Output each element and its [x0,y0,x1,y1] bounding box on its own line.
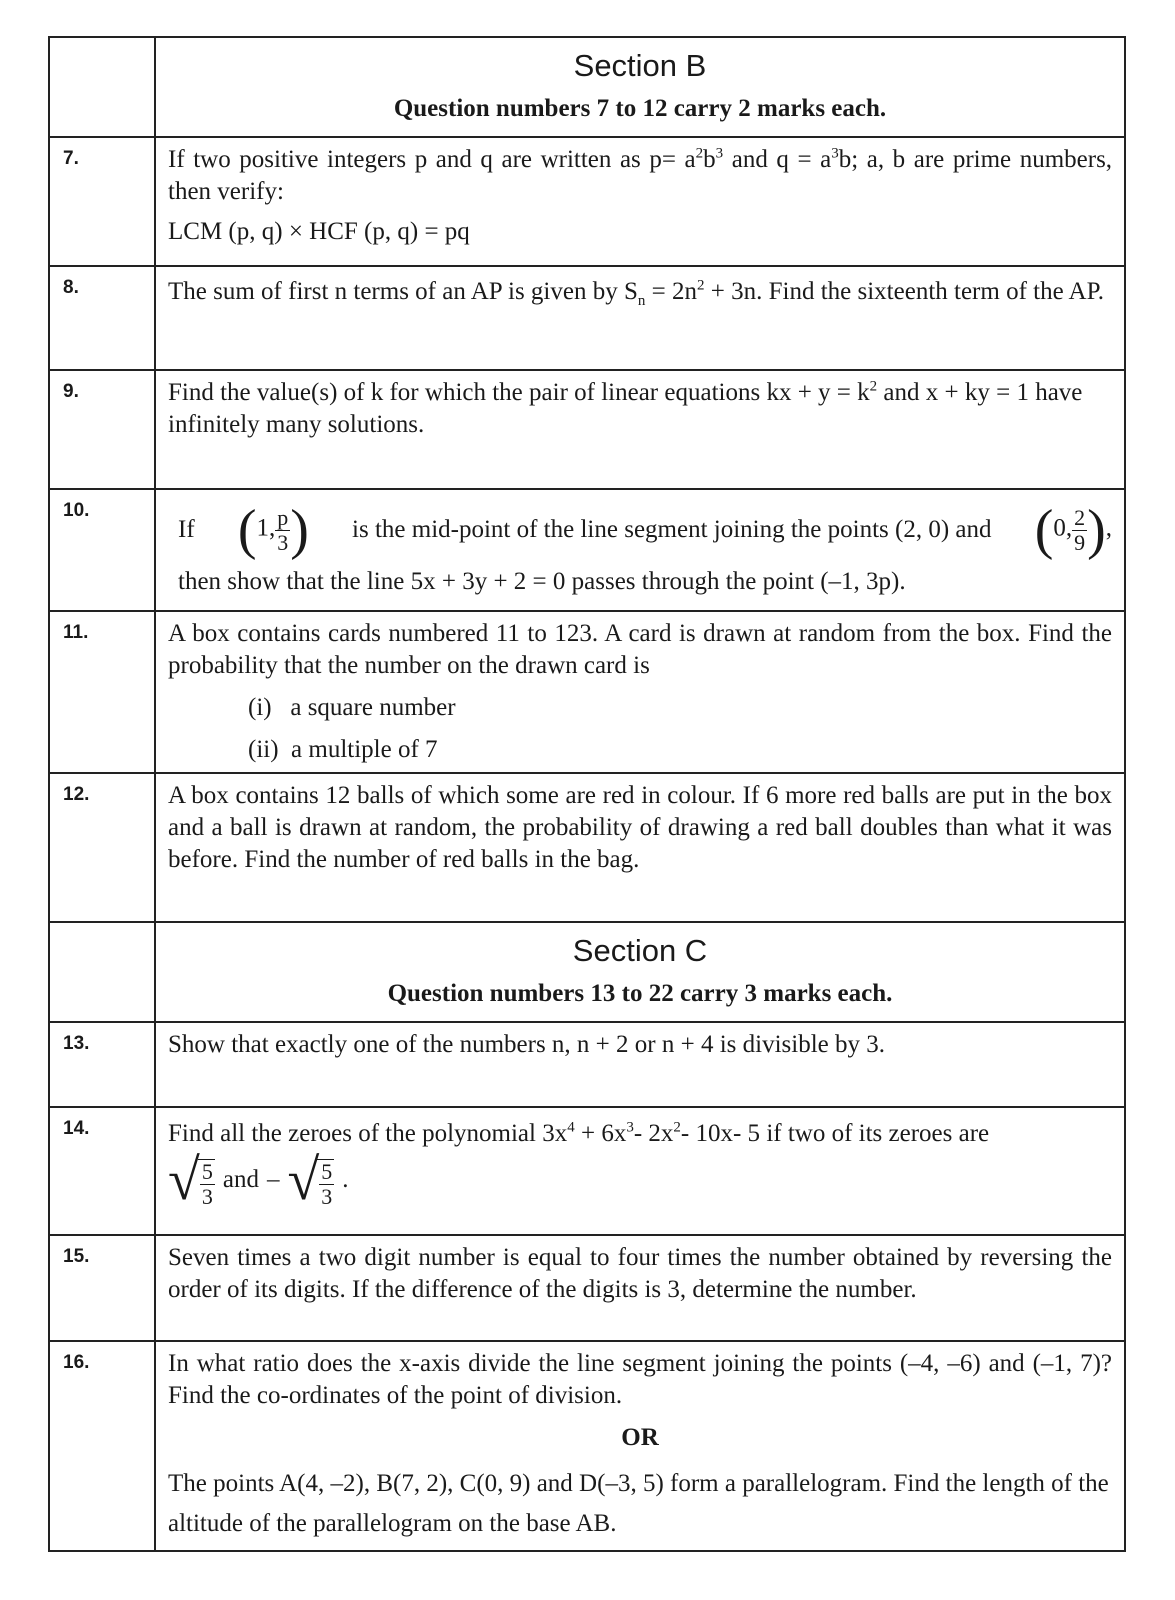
question-12-body [155,773,1125,922]
question-number: 9. [49,370,155,489]
text: Find the value(s) of k for which the pair of linear equations [168,379,761,406]
exponent: 2 [697,277,705,294]
question-row-9 [49,370,1125,489]
radical-sign: √ [287,1147,320,1212]
paren: ) [290,499,309,561]
formula: LCM (p, q) × HCF (p, q) = pq [168,218,470,245]
question-text [168,273,1112,311]
math: p= a [649,146,696,173]
text: and [883,379,920,406]
question-16-body [155,1341,1125,1551]
square-root [168,1147,215,1212]
question-text-line2: then show that the line 5x + 3y + 2 = 0 passes through the point (–1, 3p). [178,568,906,595]
radical-sign: √ [168,1147,200,1212]
section-c-title: Section C [572,933,708,968]
question-row-10 [49,489,1125,611]
math: q = a [776,146,832,173]
fraction [1072,506,1087,555]
question-row-13 [49,1022,1125,1107]
text: and [731,146,768,173]
math: S [623,278,638,305]
math: x + ky = 1 [925,379,1029,406]
text: If [178,516,195,543]
radicand [317,1159,334,1209]
question-row-16 [49,1341,1125,1551]
question-number: 15. [49,1235,155,1341]
square-root [287,1147,334,1212]
midpoint-expression [237,499,309,561]
question-number: 8. [49,266,155,370]
math: - 2x [633,1120,674,1147]
math: = 2n [651,278,697,305]
question-text [168,144,1112,208]
exponent: 2 [869,378,878,395]
math: 0, [1053,514,1073,542]
text: have infinitely many solutions. [168,379,1083,438]
question-9-body [155,370,1125,489]
alternate-question-text: The points A(4, –2), B(7, 2), C(0, 9) and D(–3, 5) form a parallelogram. Find the length of the altitude of the parallelogram on the base AB. [168,1470,1109,1537]
math: b; [838,146,859,173]
text: . Find the sixteenth term of the AP. [756,278,1104,305]
question-number: 16. [49,1341,155,1551]
question-number: 12. [49,773,155,922]
sub-question-ii: (ii) a multiple of 7 [248,736,438,763]
denominator: 3 [277,529,289,555]
question-row-15 [49,1235,1125,1341]
question-8-body [155,266,1125,370]
question-number: 10. [49,489,155,611]
math: – [266,1166,280,1193]
text: The sum of first n terms of an AP is given by [168,278,618,305]
text: is the mid-point of the line segment joining the points (2, 0) and [352,516,992,543]
math: - 10x- 5 [680,1120,761,1147]
exponent: 2 [695,145,704,162]
text: if two of its zeroes are [766,1120,990,1147]
paren: ) [1087,499,1106,561]
numerator: 2 [1074,504,1086,530]
point-expression [1034,499,1112,561]
text: and [222,1166,259,1193]
empty-number-cell [49,922,155,1022]
question-text: In what ratio does the x-axis divide the line segment joining the points (–4, –6) and (–1, 7)? Find the co-ordinates of the point of division. [168,1350,1112,1409]
question-row-8 [49,266,1125,370]
text: a, b are prime numbers, then verify: [168,146,1113,205]
question-text [168,1118,1112,1150]
question-text: Show that exactly one of the numbers n, n + 2 or n + 4 is divisible by 3. [168,1031,885,1058]
math: kx + y = k [766,379,870,406]
question-table [48,36,1126,1552]
question-13-body [155,1022,1125,1107]
question-number: 13. [49,1022,155,1107]
section-c-subtitle: Question numbers 13 to 22 carry 3 marks each. [387,980,893,1007]
question-text [168,498,1112,562]
question-number: 11. [49,611,155,773]
question-text: A box contains 12 balls of which some are red in colour. If 6 more red balls are put in the box and a ball is drawn at random, the probability of drawing a red ball doubles than what it was before. Find the number of red balls in the bag. [168,782,1112,873]
question-7-body [155,137,1125,266]
math: 1, [256,514,276,542]
question-row-12 [49,773,1125,922]
denominator: 3 [321,1184,333,1209]
question-text [168,377,1112,441]
question-number: 7. [49,137,155,266]
question-text: A box contains cards numbered 11 to 123. A card is drawn at random from the box. Find the probability that the number on the drawn card is [168,620,1112,679]
section-c-header-row [49,922,1125,1022]
sub-question-i: (i) a square number [248,694,456,721]
question-row-14 [49,1107,1125,1235]
text: If two positive integers p and q are written as [168,146,641,173]
fraction [200,1160,215,1209]
question-15-body [155,1235,1125,1341]
fraction [319,1160,334,1209]
denominator: 3 [201,1184,213,1209]
denominator: 9 [1074,529,1086,555]
question-row-11 [49,611,1125,773]
radicand [198,1159,215,1209]
paren: ( [1034,499,1054,561]
numerator: 5 [201,1159,213,1184]
math: + 6x [574,1120,627,1147]
fraction [275,506,290,555]
section-b-header [155,37,1125,137]
subscript: n [637,293,646,309]
exponent: 3 [715,145,724,162]
zeroes-expression [168,1147,1112,1212]
text: . [342,1166,349,1193]
exponent: 3 [626,1119,634,1136]
question-text: Seven times a two digit number is equal to four times the number obtained by reversing the order of its digits. If the difference of the digits is 3, determine the number. [168,1244,1112,1303]
question-row-7 [49,137,1125,266]
numerator: p [277,504,289,530]
question-11-body [155,611,1125,773]
exponent: 3 [831,145,839,162]
question-number: 14. [49,1107,155,1235]
text: , [1105,514,1112,542]
section-c-header [155,922,1125,1022]
question-10-body [155,489,1125,611]
exponent: 2 [673,1119,681,1136]
math: 3x [542,1120,568,1147]
numerator: 5 [321,1159,333,1184]
section-b-title: Section B [573,48,707,83]
section-b-header-row [49,37,1125,137]
paren: ( [237,499,257,561]
math: + 3n [710,278,757,305]
exponent: 4 [567,1119,575,1136]
math: b [703,146,716,173]
section-b-subtitle: Question numbers 7 to 12 carry 2 marks each. [393,95,887,122]
question-14-body [155,1107,1125,1235]
text: Find all the zeroes of the polynomial [168,1120,536,1147]
empty-number-cell [49,37,155,137]
or-divider: OR [621,1424,659,1451]
